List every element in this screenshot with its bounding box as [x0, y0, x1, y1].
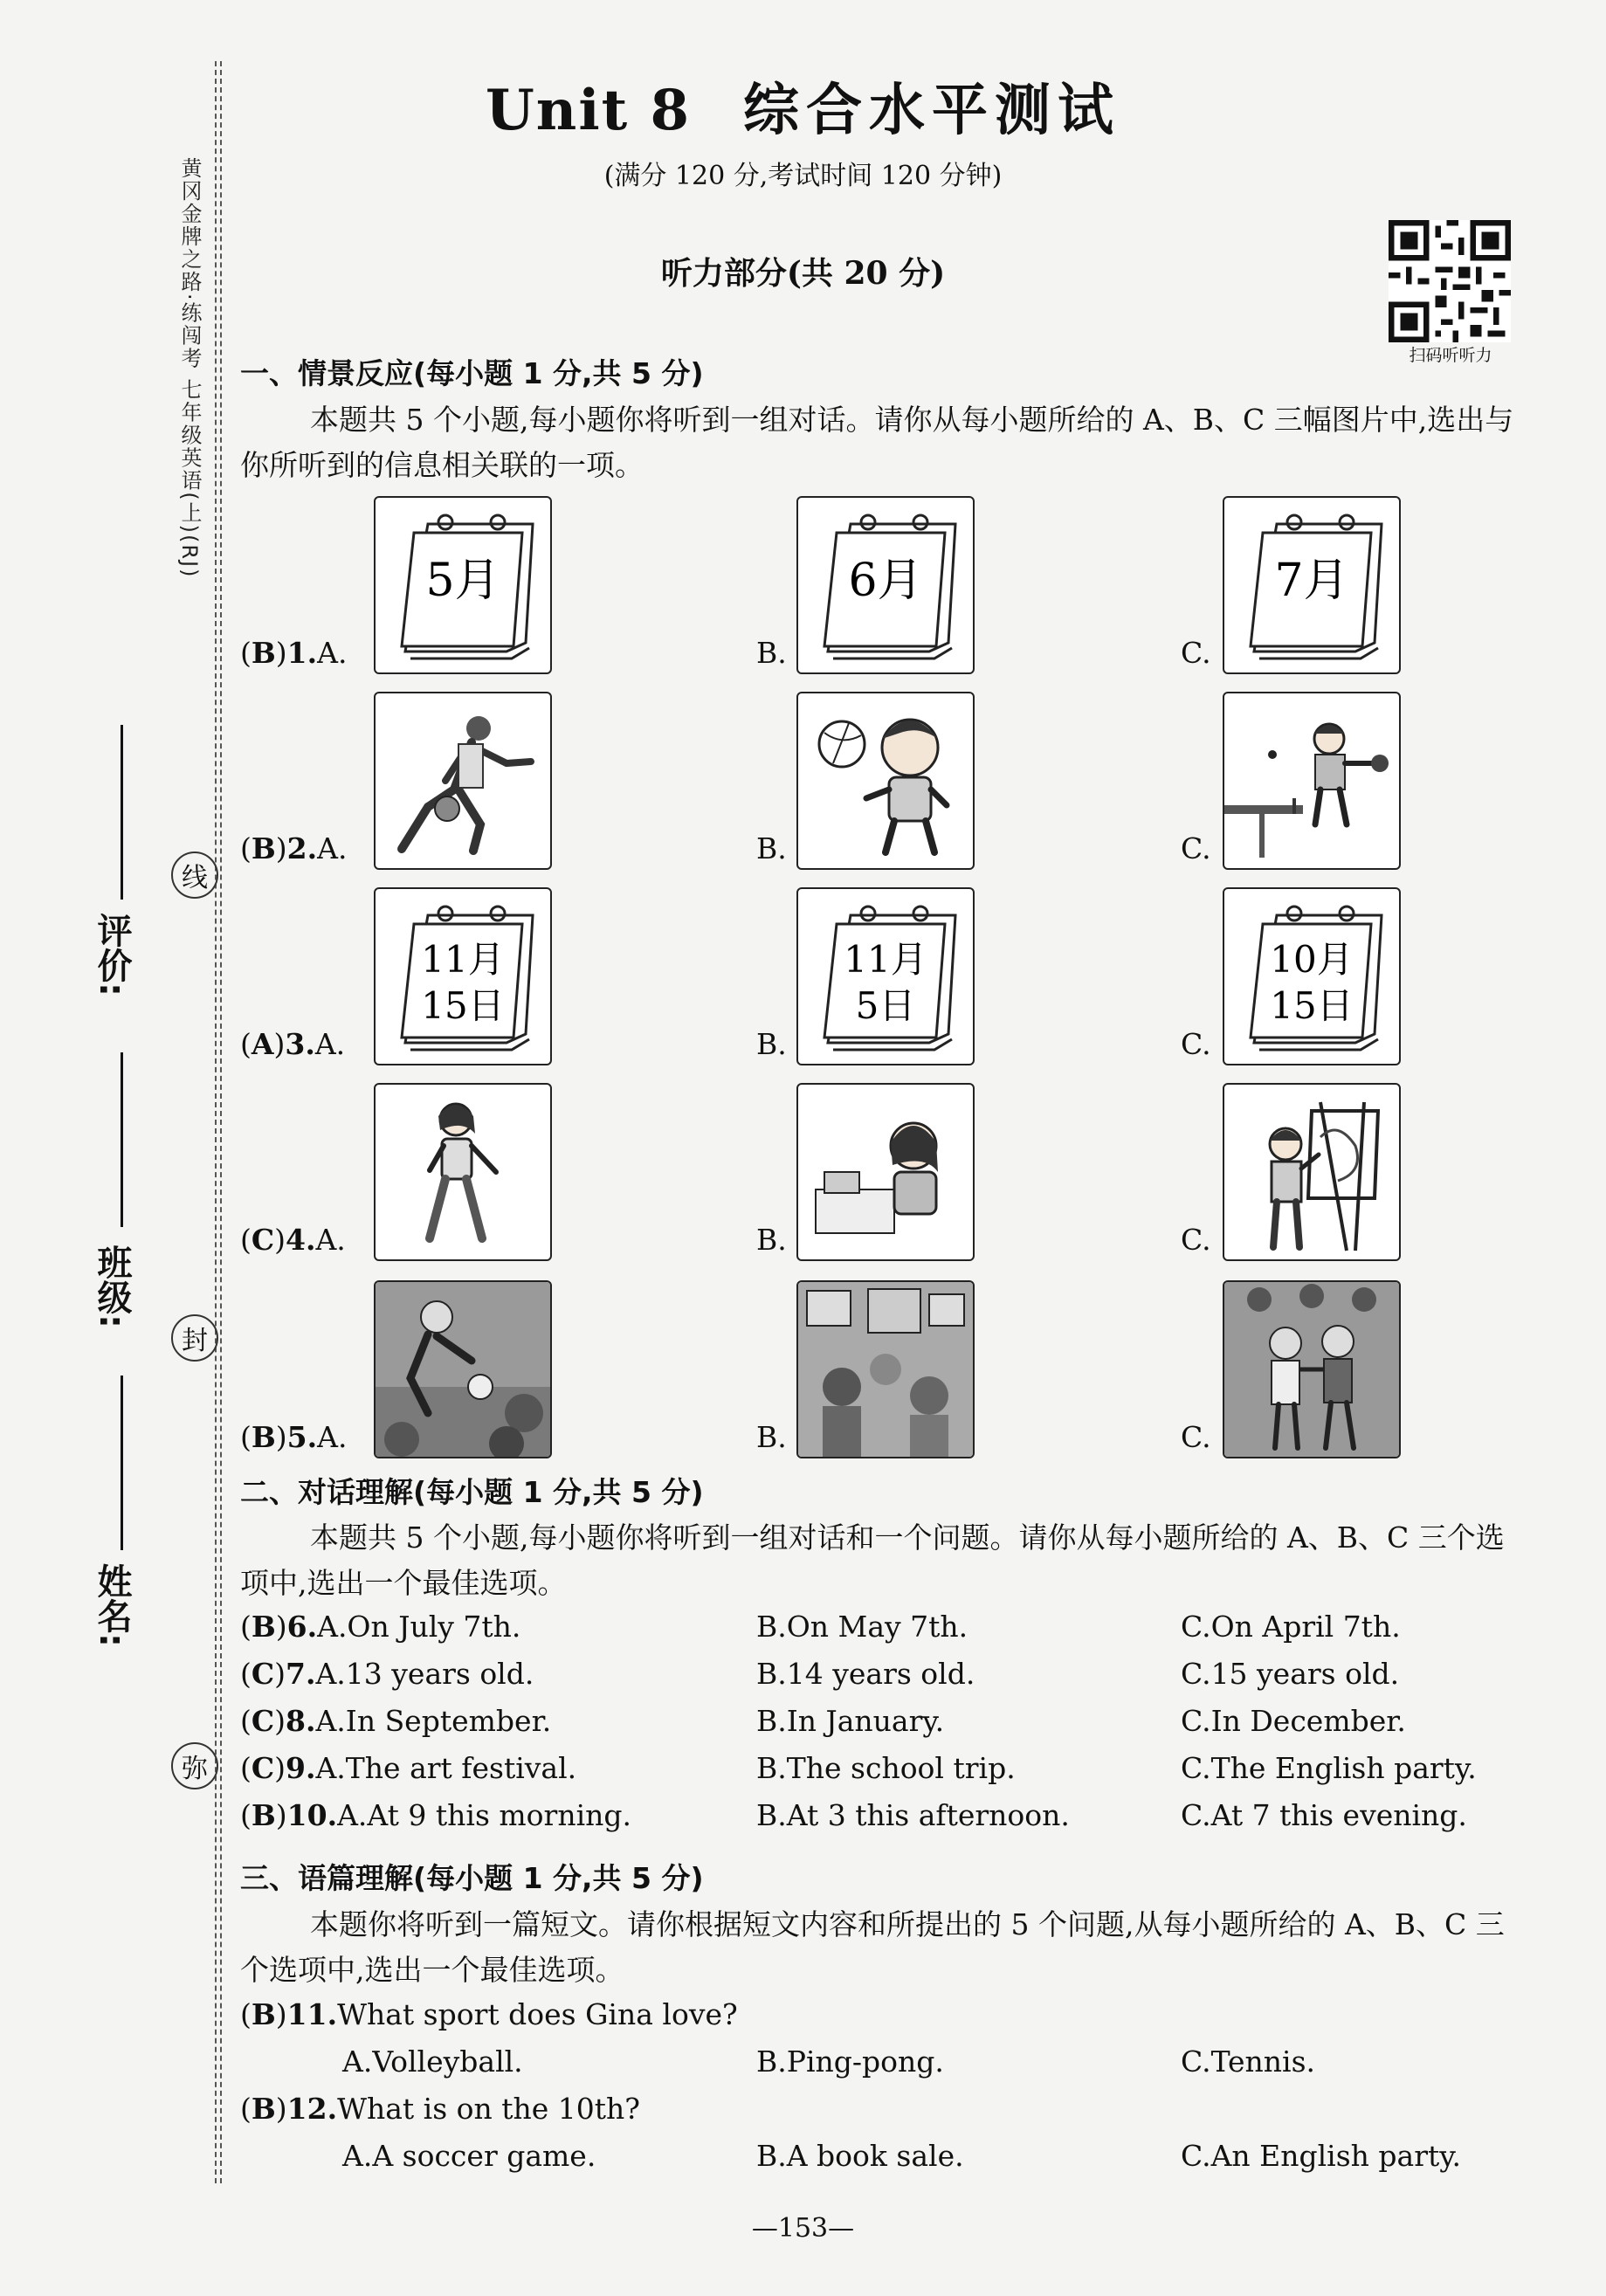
svg-text:11月: 11月	[844, 938, 927, 981]
option-picture[interactable]	[796, 887, 975, 1065]
svg-text:15日: 15日	[1270, 984, 1354, 1027]
option-c-label: C.	[1181, 1223, 1211, 1257]
question-row: (C)8.A.In September.	[240, 1704, 552, 1738]
option-b: B.A book sale.	[756, 2139, 964, 2173]
calendar-icon	[376, 889, 550, 1064]
question-row: (B)11.What sport does Gina love?	[240, 1997, 738, 2031]
option-a-label: A.	[315, 1223, 346, 1257]
volleyball-player-icon	[798, 693, 973, 868]
answer-mark: B	[251, 1610, 276, 1644]
question-row: (B)10.A.At 9 this morning.	[240, 1798, 631, 1832]
option-picture[interactable]	[1223, 1280, 1401, 1458]
option-b-label: B.	[756, 1027, 787, 1061]
section3-heading: 三、语篇理解(每小题 1 分,共 5 分)	[240, 1861, 704, 1895]
question-number: 2.	[286, 831, 318, 865]
question-row: (C)9.A.The art festival.	[240, 1751, 577, 1785]
ping-pong-player-icon	[1224, 693, 1399, 868]
option-b: B.At 3 this afternoon.	[756, 1798, 1070, 1832]
name-field-line[interactable]	[121, 1376, 123, 1550]
answer-mark: C	[251, 1657, 275, 1691]
book-series-label: 黄冈金牌之路·练闯考 七年级英语(上)(RJ)	[177, 157, 202, 579]
answer-mark: B	[251, 2092, 276, 2126]
question-label: (C)4.A.	[240, 1223, 346, 1257]
svg-text:6月: 6月	[848, 555, 923, 607]
binding-dashed-line	[220, 61, 222, 2183]
question-number: 9.	[286, 1751, 316, 1785]
option-picture[interactable]	[796, 1280, 975, 1458]
basketball-player-icon	[376, 693, 550, 868]
option-a-label: A.	[317, 831, 348, 865]
option-a: A.13 years old.	[315, 1657, 534, 1691]
seal-feng: 封	[171, 1314, 218, 1362]
svg-text:15日: 15日	[421, 984, 505, 1027]
option-picture[interactable]	[1223, 1083, 1401, 1261]
option-b-label: B.	[756, 636, 787, 670]
option-picture[interactable]	[1223, 692, 1401, 870]
question-label: (B)2.A.	[240, 831, 348, 865]
option-a: A.At 9 this morning.	[337, 1798, 631, 1832]
option-c-label: C.	[1181, 1027, 1211, 1061]
option-b: B.14 years old.	[756, 1657, 975, 1691]
exam-subtitle: (满分 120 分,考试时间 120 分钟)	[603, 161, 1003, 191]
question-number: 10.	[286, 1798, 338, 1832]
option-picture[interactable]	[374, 1083, 552, 1261]
option-a: A.In September.	[315, 1704, 552, 1738]
svg-text:5日: 5日	[855, 984, 916, 1027]
calendar-icon	[798, 498, 973, 672]
option-c-label: C.	[1181, 1420, 1211, 1454]
option-b-label: B.	[756, 1223, 787, 1257]
question-text: What sport does Gina love?	[337, 1997, 738, 2031]
option-c: C.On April 7th.	[1181, 1610, 1401, 1644]
name-field-label: 姓名:	[92, 1563, 132, 1647]
soccer-game-icon	[376, 1282, 550, 1457]
calendar-icon	[1224, 498, 1399, 672]
girl-at-desk-icon	[798, 1085, 973, 1259]
answer-mark: B	[251, 1420, 276, 1454]
option-b: B.On May 7th.	[756, 1610, 968, 1644]
option-b-label: B.	[756, 1420, 787, 1454]
option-a: A.A soccer game.	[342, 2139, 596, 2173]
evaluation-field-label: 评价:	[92, 913, 132, 996]
option-b-label: B.	[756, 831, 787, 865]
seal-mi: 弥	[171, 1742, 218, 1789]
svg-text:11月: 11月	[421, 938, 505, 981]
girl-painting-icon	[1224, 1085, 1399, 1259]
calendar-icon	[1224, 889, 1399, 1064]
question-text: What is on the 10th?	[337, 2092, 640, 2126]
question-number: 12.	[286, 2092, 338, 2126]
calendar-icon	[376, 498, 550, 672]
option-c: C.An English party.	[1181, 2139, 1461, 2173]
page-number: —153—	[751, 2213, 855, 2244]
answer-mark: B	[251, 1997, 276, 2031]
question-number: 11.	[286, 1997, 338, 2031]
option-a: A.On July 7th.	[317, 1610, 521, 1644]
answer-mark: C	[251, 1704, 275, 1738]
section1-instruction: 本题共 5 个小题,每小题你将听到一组对话。请你从每小题所给的 A、B、C 三幅图片中,选出与你所听到的信息相关联的一项。	[240, 403, 1514, 482]
option-c: C.At 7 this evening.	[1181, 1798, 1467, 1832]
option-picture[interactable]	[374, 1280, 552, 1458]
answer-mark: A	[251, 1027, 274, 1061]
option-a-label: A.	[317, 636, 348, 670]
option-picture[interactable]	[796, 1083, 975, 1261]
evaluation-field-line[interactable]	[121, 725, 123, 900]
question-number: 8.	[286, 1704, 316, 1738]
question-row: (B)6.A.On July 7th.	[240, 1610, 521, 1644]
listening-part-title: 听力部分(共 20 分)	[660, 255, 946, 292]
svg-text:10月: 10月	[1270, 938, 1354, 981]
question-label: (A)3.A.	[240, 1027, 346, 1061]
class-field-line[interactable]	[121, 1052, 123, 1227]
option-picture[interactable]	[1223, 496, 1401, 674]
party-dance-icon	[1224, 1282, 1399, 1457]
qr-code-icon[interactable]	[1389, 220, 1511, 342]
page-title	[0, 66, 1606, 146]
question-label: (B)1.A.	[240, 636, 348, 670]
section1-heading: 一、情景反应(每小题 1 分,共 5 分)	[240, 356, 704, 390]
option-a-label: A.	[314, 1027, 346, 1061]
option-a-label: A.	[317, 1420, 348, 1454]
title-chinese: 综合水平测试	[743, 79, 1121, 143]
option-b: B.Ping-pong.	[756, 2044, 944, 2079]
seal-xian: 线	[171, 852, 218, 899]
art-festival-icon	[798, 1282, 973, 1457]
option-a: A.The art festival.	[315, 1751, 577, 1785]
option-picture[interactable]	[374, 692, 552, 870]
question-number: 1.	[286, 636, 318, 670]
section2-heading: 二、对话理解(每小题 1 分,共 5 分)	[240, 1475, 704, 1509]
option-picture[interactable]	[1223, 887, 1401, 1065]
binding-dashed-line	[215, 61, 217, 2183]
option-c: C.The English party.	[1181, 1751, 1477, 1785]
question-label: (B)5.A.	[240, 1420, 348, 1454]
option-c: C.15 years old.	[1181, 1657, 1400, 1691]
option-a: A.Volleyball.	[342, 2044, 523, 2079]
title-unit: Unit 8	[485, 78, 692, 143]
question-row: (B)12.What is on the 10th?	[240, 2092, 640, 2126]
section2-instruction: 本题共 5 个小题,每小题你将听到一组对话和一个问题。请你从每小题所给的 A、B、C 三个选项中,选出一个最佳选项。	[240, 1520, 1505, 1600]
question-number: 4.	[286, 1223, 316, 1257]
question-row: (C)7.A.13 years old.	[240, 1657, 534, 1691]
svg-text:7月: 7月	[1274, 555, 1349, 607]
question-number: 3.	[285, 1027, 315, 1061]
girl-walking-icon	[376, 1085, 550, 1259]
option-picture[interactable]	[796, 496, 975, 674]
option-c: C.In December.	[1181, 1704, 1406, 1738]
option-c-label: C.	[1181, 831, 1211, 865]
option-b: B.The school trip.	[756, 1751, 1016, 1785]
answer-mark: B	[251, 1798, 276, 1832]
option-b: B.In January.	[756, 1704, 945, 1738]
answer-mark: B	[251, 636, 276, 670]
option-picture[interactable]	[374, 496, 552, 674]
calendar-icon	[798, 889, 973, 1064]
answer-mark: C	[251, 1223, 275, 1257]
answer-mark: B	[251, 831, 276, 865]
option-picture[interactable]	[796, 692, 975, 870]
option-picture[interactable]	[374, 887, 552, 1065]
question-number: 6.	[286, 1610, 318, 1644]
class-field-label: 班级:	[92, 1245, 132, 1328]
option-c: C.Tennis.	[1181, 2044, 1316, 2079]
option-c-label: C.	[1181, 636, 1211, 670]
answer-mark: C	[251, 1751, 275, 1785]
question-number: 7.	[286, 1657, 316, 1691]
question-number: 5.	[286, 1420, 318, 1454]
svg-text:5月: 5月	[425, 555, 500, 607]
qr-caption: 扫码听听力	[1409, 346, 1492, 365]
section3-instruction: 本题你将听到一篇短文。请你根据短文内容和所提出的 5 个问题,从每小题所给的 A、B、C 三个选项中,选出一个最佳选项。	[240, 1907, 1505, 1987]
